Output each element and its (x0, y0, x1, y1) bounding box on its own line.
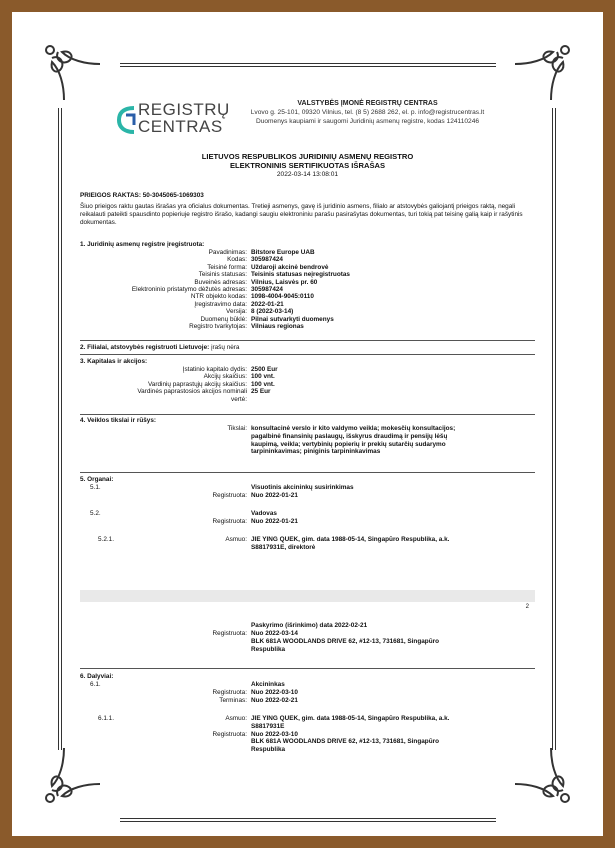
person-line: JIE YING QUEK, gim. data 1988-05-14, Singapūro Respublika, a.k. (251, 715, 450, 722)
field-value: 25 Eur (251, 388, 271, 396)
field-value: Vilnius, Laisvės pr. 60 (251, 278, 318, 286)
goal-line: tarpininkavimas; piniginis tarpininkavimas (251, 448, 381, 456)
field-value: Bitstore Europe UAB (251, 249, 315, 256)
term-label: Terminas: (219, 697, 247, 704)
field-row (80, 293, 535, 300)
field-row (80, 249, 535, 256)
registered-label: Registruota: (212, 689, 247, 696)
field-label: NTR objekto kodas: (190, 293, 247, 301)
person-value (251, 536, 531, 552)
address-line: BLK 681A WOODLANDS DRIVE 62, #12-13, 731681, Singapūro (251, 637, 439, 645)
left-border-line (58, 108, 62, 750)
registered-value: Nuo 2022-01-21 (251, 518, 298, 525)
field-value: 100 vnt. (251, 373, 275, 381)
top-border-line (120, 63, 496, 67)
field-label: Akcijų skaičius: (203, 373, 247, 381)
field-label: Buveinės adresas: (194, 278, 247, 286)
organ-name: Visuotinis akcininkų susirinkimas (251, 484, 354, 491)
field-label: Vardinių paprastųjų akcijų skaičius: (148, 380, 247, 388)
field-row (80, 373, 535, 380)
field-row (80, 316, 535, 323)
section-3-rows (80, 366, 535, 403)
document-title (80, 152, 535, 179)
person-line: S8817931E (251, 722, 285, 730)
item-number: 5.1. (90, 484, 101, 491)
registered-value: Nuo 2022-03-10 (251, 730, 298, 738)
person-label: Asmuo: (225, 715, 247, 722)
field-label: Įstatinio kapitalo dydis: (182, 366, 247, 373)
registru-centras-logo (116, 99, 230, 145)
field-value: 2022-01-21 (251, 300, 284, 308)
section-4-key: Tikslai: (227, 425, 247, 432)
title-line-1: LIETUVOS RESPUBLIKOS JURIDINIŲ ASMENŲ REGISTRO (201, 152, 414, 161)
field-value: 100 vnt. (251, 380, 275, 388)
section-4-heading: 4. Veiklos tikslai ir rūšys: (80, 417, 157, 424)
field-value: 305987424 (251, 286, 283, 294)
term-value: Nuo 2022-02-21 (251, 697, 298, 704)
field-label: Duomenų būklė: (200, 315, 247, 323)
registered-value: Nuo 2022-03-14 (251, 630, 298, 637)
field-label: Teisinis statusas: (198, 271, 247, 279)
field-row (80, 286, 535, 293)
participant-type: Akcininkas (251, 681, 285, 688)
divider (80, 354, 535, 355)
section-6-heading: 6. Dalyviai: (80, 673, 114, 680)
field-label: Pavadinimas: (208, 249, 247, 256)
item-number: 5.2. (90, 510, 101, 517)
bottom-border-line (120, 818, 496, 822)
address-line: Respublika (251, 645, 286, 653)
goal-line: kaupimą, veikla; vertybinių popierių ir prekių sutarčių sudarymo (251, 440, 446, 448)
right-border-line (552, 108, 556, 750)
logo-mark-icon (116, 105, 138, 135)
document-page-2 (80, 602, 535, 782)
field-row (80, 388, 535, 395)
field-value: Teisinis statusas neįregistruotas (251, 271, 350, 279)
registered-label: Registruota: (212, 492, 247, 499)
appointment-date: Paskyrimo (išrinkimo) data 2022-02-21 (251, 622, 368, 629)
section-4-goals (251, 425, 531, 456)
person-line: S8817931E, direktorė (251, 543, 316, 551)
field-row (80, 323, 535, 330)
document-datetime: 2022-03-14 13:08:01 (276, 171, 339, 178)
field-value: 305987424 (251, 256, 283, 264)
logo-line-2: CENTRAS (138, 117, 223, 136)
address-line: BLK 681A WOODLANDS DRIVE 62, #12-13, 731681, Singapūro (251, 738, 439, 746)
field-row (80, 279, 535, 286)
goal-line: konsultacinė verslo ir kito valdymo veikla; mokesčių konsultacijos; (251, 425, 456, 432)
field-label: Elektroninio pristatymo dėžutės adresas: (131, 286, 247, 294)
field-row (80, 271, 535, 278)
access-key-label: PRIEIGOS RAKTAS: 50-3045065-1069303 (80, 192, 204, 199)
goal-line: pagalbinė finansinių paslaugų, išskyrus draudimą ir pensijų lėšų (251, 432, 448, 440)
section-1-heading: 1. Juridinių asmenų registre įregistruota: (80, 241, 205, 248)
item-number: 6.1. (90, 681, 101, 688)
field-value: Vilniaus regionas (251, 323, 304, 331)
field-row (80, 396, 535, 403)
item-number: 5.2.1. (98, 536, 114, 543)
field-label: Teisinė forma: (207, 263, 247, 271)
logo-line-1: REGISTRŲ (138, 100, 230, 119)
page-gap (80, 590, 535, 602)
access-key-text: Šiuo prieigos raktu gautas išrašas yra oficialus dokumentas. Tretieji asmenys, gavę iš juridinio asmens, filialo ar atstovybės galiojantį prieigos raktą, negali reikalauti pateikti spausdinto popieriuje registro išrašo, kadangi saugiu elektroniniu parašu pasirašytas dokumentas, turi tokią pat teisinę galią kaip ir rašytinis dokumentas. (80, 203, 523, 226)
field-label: Versija: (226, 308, 247, 316)
person-value (251, 715, 531, 754)
field-row (80, 381, 535, 388)
field-row (80, 308, 535, 315)
field-value: 8 (2022-03-14) (251, 308, 294, 316)
field-label: Registro tvarkytojas: (189, 323, 247, 331)
registered-label: Registruota: (212, 630, 247, 637)
registered-block (251, 630, 531, 653)
field-value: Pilnai sutvarkyti duomenys (251, 315, 334, 323)
field-label: vertė: (231, 395, 247, 403)
org-address: Lvovo g. 25-101, 09320 Vilnius, tel. (8 5) 2688 262, el. p. info@registrucentras.lt (250, 108, 485, 116)
divider (80, 668, 535, 669)
address-line: Respublika (251, 746, 286, 754)
document-page-1 (80, 88, 535, 590)
field-value: 1098-4004-9045:0110 (251, 293, 314, 301)
field-row (80, 366, 535, 373)
section-2-value: įrašų nėra (211, 344, 240, 351)
section-2-heading: 2. Filialai, atstovybės registruoti Lietuvoje: (80, 344, 210, 351)
section-5-heading: 5. Organai: (80, 476, 114, 483)
header-info (210, 100, 525, 126)
section-3-heading: 3. Kapitalas ir akcijos: (80, 358, 148, 365)
organ-name: Vadovas (251, 510, 277, 517)
field-label: Vardinės paprastosios akcijos nominali (137, 388, 247, 396)
divider (80, 340, 535, 341)
divider (80, 472, 535, 473)
person-line: JIE YING QUEK, gim. data 1988-05-14, Singapūro Respublika, a.k. (251, 536, 450, 543)
field-value: Uždaroji akcinė bendrovė (251, 263, 329, 271)
page-number: 2 (525, 604, 529, 610)
registered-value: Nuo 2022-01-21 (251, 492, 298, 499)
section-2 (80, 344, 239, 352)
org-name: VALSTYBĖS ĮMONĖ REGISTRŲ CENTRAS (297, 100, 438, 107)
section-1-rows (80, 249, 535, 330)
person-label: Asmuo: (225, 536, 247, 543)
field-label: Įregistravimo data: (194, 300, 247, 308)
org-note: Duomenys kaupiami ir saugomi Juridinių asmenų registre, kodas 124110246 (255, 117, 480, 125)
field-row (80, 256, 535, 263)
field-label: Kodas: (227, 256, 247, 264)
divider (80, 414, 535, 415)
registered-label: Registruota: (212, 731, 247, 738)
registered-value: Nuo 2022-03-10 (251, 689, 298, 696)
field-row (80, 301, 535, 308)
field-value: 2500 Eur (251, 366, 278, 373)
field-row (80, 264, 535, 271)
item-number: 6.1.1. (98, 715, 114, 722)
title-line-2: ELEKTRONINIS SERTIFIKUOTAS IŠRAŠAS (229, 161, 386, 170)
registered-label: Registruota: (212, 518, 247, 525)
